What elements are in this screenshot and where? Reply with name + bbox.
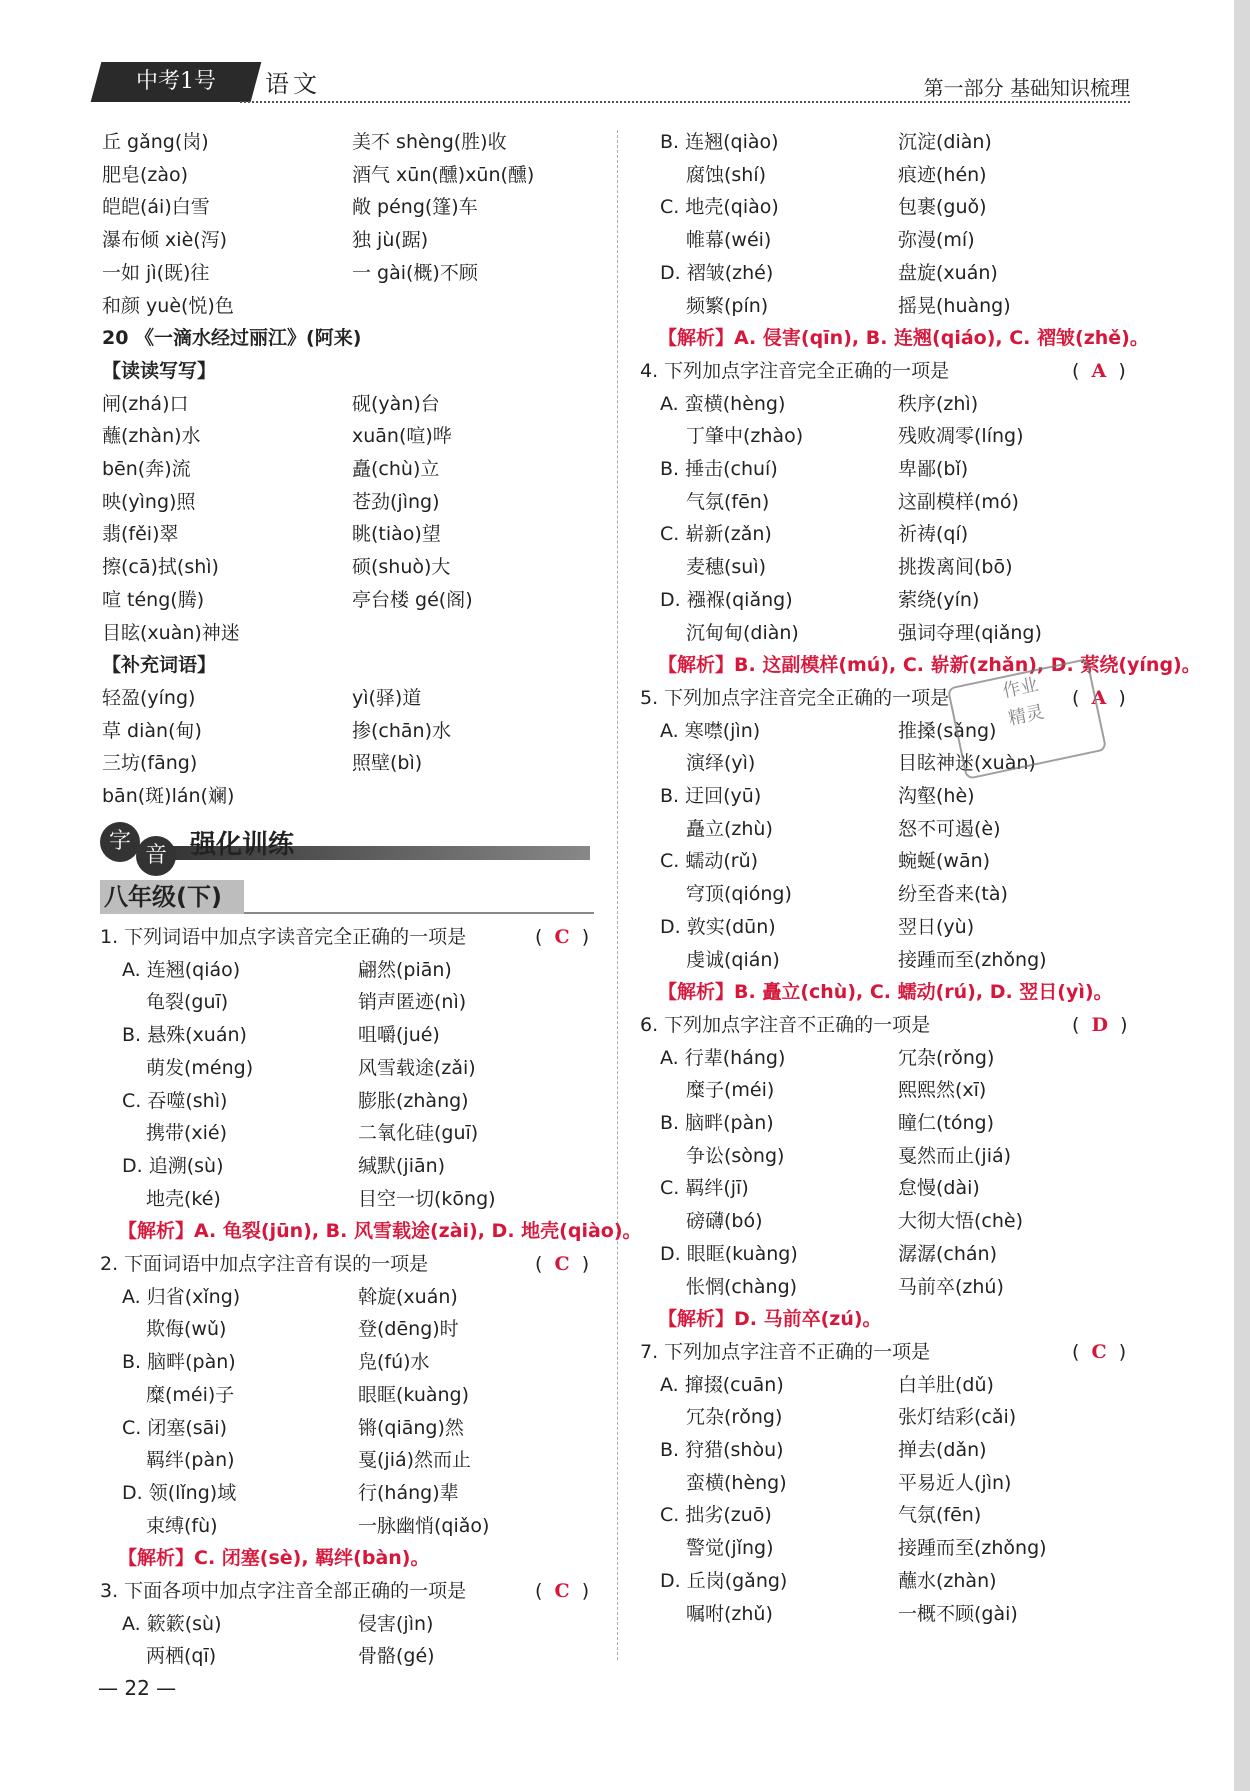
option-item: 熙熙然(xī) <box>898 1079 987 1102</box>
banner-title: 强化训练 <box>190 830 295 860</box>
option-item: B. 捶击(chuí) <box>660 458 778 480</box>
option-item: 瞳仁(tóng) <box>898 1112 995 1134</box>
question-stem: 7. 下列加点字注音不正确的一项是 <box>640 1340 931 1363</box>
answer-mark: ( C ) <box>535 1580 590 1602</box>
column-divider <box>617 130 618 1660</box>
vocab-item: 砚(yàn)台 <box>352 392 440 415</box>
stamp-line-2: 精灵 <box>1006 701 1047 730</box>
option-item: 接踵而至(zhǒng) <box>898 1537 1047 1560</box>
vocab-item: 苍劲(jìng) <box>352 490 440 513</box>
option-item: 登(dēng)时 <box>358 1318 459 1341</box>
option-item: A. 蛮横(hèng) <box>660 392 786 415</box>
page-edge <box>1234 0 1250 1791</box>
option-item: B. 悬殊(xuán) <box>122 1024 247 1047</box>
option-item: 蛮横(hèng) <box>686 1471 787 1494</box>
analysis-text: 【解析】B. 这副模样(mú), C. 崭新(zhǎn), D. 萦绕(yíng)。 <box>658 654 1201 677</box>
option-item: 缄默(jiān) <box>358 1154 446 1177</box>
option-item: 翌日(yù) <box>898 915 975 938</box>
option-item: 弥漫(mí) <box>898 229 975 252</box>
question-stem: 1. 下列词语中加点字读音完全正确的一项是 <box>100 926 467 948</box>
option-item: 冗杂(rǒng) <box>898 1046 995 1069</box>
option-item: 争讼(sòng) <box>686 1144 785 1167</box>
option-item: D. 敦实(dūn) <box>660 915 776 938</box>
option-item: D. 领(lǐng)域 <box>122 1481 237 1504</box>
option-item: 嘱咐(zhǔ) <box>686 1602 773 1625</box>
option-item: 怅惘(chàng) <box>686 1275 798 1298</box>
vocab-item: 一 gài(概)不顾 <box>352 261 478 284</box>
option-item: 张灯结彩(cǎi) <box>898 1406 1017 1429</box>
vocab-item: 硕(shuò)大 <box>352 556 451 579</box>
vocab-item: 翡(fěi)翠 <box>102 523 179 546</box>
vocab-item: 擦(cā)拭(shì) <box>102 556 219 579</box>
option-item: 翩然(piān) <box>358 958 452 981</box>
option-item: 推搡(sǎng) <box>898 719 997 742</box>
answer-mark: ( C ) <box>535 1253 590 1275</box>
option-item: 怒不可遏(è) <box>898 817 1001 840</box>
option-item: D. 襁褓(qiǎng) <box>660 588 793 611</box>
vocab-item: 美不 shèng(胜)收 <box>352 131 507 153</box>
option-item: 沉甸甸(diàn) <box>686 621 799 644</box>
option-item: 虔诚(qián) <box>686 948 780 971</box>
option-item: 糜子(méi) <box>686 1079 775 1102</box>
answer-mark: ( C ) <box>535 926 590 948</box>
option-item: D. 丘岗(gǎng) <box>660 1569 788 1592</box>
option-item: 警觉(jǐng) <box>686 1537 774 1560</box>
option-item: 痕迹(hén) <box>898 163 987 186</box>
option-item: A. 寒噤(jìn) <box>660 719 761 742</box>
option-item: 沉淀(diàn) <box>898 131 992 153</box>
option-item: 演绎(yì) <box>686 752 756 775</box>
banner-char-2: 音 <box>136 836 176 876</box>
option-item: 凫(fú)水 <box>358 1351 430 1374</box>
option-item: 地壳(ké) <box>146 1187 221 1210</box>
option-item: 目空一切(kōng) <box>358 1187 496 1210</box>
vocab-item: xuān(喧)哗 <box>352 425 452 448</box>
question-stem: 3. 下面各项中加点字注音全部正确的一项是 <box>100 1580 467 1602</box>
analysis-text: 【解析】A. 龟裂(jūn), B. 风雪载途(zài), D. 地壳(qiào)。 <box>118 1220 642 1243</box>
option-item: 锵(qiāng)然 <box>358 1416 464 1439</box>
vocab-item: 敞 péng(篷)车 <box>352 196 478 219</box>
vocab-item: bēn(奔)流 <box>102 458 191 480</box>
option-item: 矗立(zhù) <box>686 817 773 840</box>
option-item: B. 脑畔(pàn) <box>122 1351 236 1374</box>
vocab-item: 照壁(bì) <box>352 752 423 775</box>
option-item: 气氛(fēn) <box>898 1504 982 1527</box>
subsection-title: 【补充词语】 <box>102 654 217 677</box>
analysis-text: 【解析】C. 闭塞(sè), 羁绊(bàn)。 <box>118 1547 430 1570</box>
option-item: D. 追溯(sù) <box>122 1154 224 1177</box>
answer-mark: ( C ) <box>1072 1340 1127 1363</box>
question-stem: 4. 下列加点字注音完全正确的一项是 <box>640 359 950 382</box>
option-item: A. 撺掇(cuān) <box>660 1373 784 1396</box>
vocab-item: 丘 gǎng(岗) <box>102 131 209 153</box>
option-item: 气氛(fēn) <box>686 490 770 513</box>
option-item: B. 连翘(qiào) <box>660 131 779 153</box>
option-item: 腐蚀(shí) <box>686 163 767 186</box>
vocab-item: 蘸(zhàn)水 <box>102 425 201 448</box>
option-item: 平易近人(jìn) <box>898 1471 1012 1494</box>
option-item: B. 迂回(yū) <box>660 785 762 807</box>
option-item: 戛然而止(jiá) <box>898 1144 1012 1167</box>
option-item: C. 羁绊(jī) <box>660 1177 749 1200</box>
vocab-item: yì(驿)道 <box>352 686 422 709</box>
option-item: B. 狩猎(shòu) <box>660 1439 784 1461</box>
book-title: 中考1号 <box>136 69 216 94</box>
vocab-item: 目眩(xuàn)神迷 <box>102 621 240 644</box>
option-item: A. 归省(xǐng) <box>122 1285 241 1308</box>
option-item: 咀嚼(jué) <box>358 1024 440 1047</box>
option-item: D. 褶皱(zhé) <box>660 261 774 284</box>
option-item: 掸去(dǎn) <box>898 1439 987 1461</box>
option-item: 穹顶(qióng) <box>686 883 792 906</box>
option-item: C. 地壳(qiào) <box>660 196 779 219</box>
vocab-item: 草 diàn(甸) <box>102 719 202 742</box>
analysis-text: 【解析】D. 马前卒(zú)。 <box>658 1308 882 1331</box>
option-item: 骨骼(gé) <box>358 1645 435 1668</box>
question-stem: 6. 下列加点字注音不正确的一项是 <box>640 1013 931 1036</box>
section-banner <box>100 822 590 872</box>
question-stem: 2. 下面词语中加点字注音有误的一项是 <box>100 1253 429 1275</box>
option-item: 麦穗(suì) <box>686 556 767 579</box>
option-item: 白羊肚(dǔ) <box>898 1373 994 1396</box>
option-item: C. 拙劣(zuō) <box>660 1504 772 1527</box>
book-badge <box>91 62 262 102</box>
option-item: 膨胀(zhàng) <box>358 1089 469 1112</box>
grade-underline <box>244 912 594 914</box>
vocab-item: 独 jù(踞) <box>352 229 429 252</box>
vocab-item: 轻盈(yíng) <box>102 686 196 709</box>
option-item: 一脉幽悄(qiǎo) <box>358 1514 490 1537</box>
analysis-text: 【解析】A. 侵害(qīn), B. 连翘(qiáo), C. 褶皱(zhě)。 <box>658 327 1149 350</box>
vocab-item: 映(yìng)照 <box>102 490 196 513</box>
option-item: 欺侮(wǔ) <box>146 1318 227 1341</box>
page-number: — 22 — <box>98 1676 177 1700</box>
option-item: 纷至沓来(tà) <box>898 883 1008 906</box>
option-item: 摇晃(huàng) <box>898 294 1011 317</box>
option-item: A. 簌簌(sù) <box>122 1612 222 1635</box>
option-item: 目眩神迷(xuàn) <box>898 752 1036 775</box>
option-item: D. 眼眶(kuàng) <box>660 1242 798 1265</box>
option-item: 风雪载途(zǎi) <box>358 1056 476 1079</box>
option-item: A. 行辈(háng) <box>660 1046 786 1069</box>
subsection-title: 【读读写写】 <box>102 359 217 382</box>
option-item: 帷幕(wéi) <box>686 229 772 252</box>
vocab-item: 三坊(fāng) <box>102 752 198 775</box>
option-item: 龟裂(guī) <box>146 991 229 1014</box>
option-item: 潺潺(chán) <box>898 1242 997 1265</box>
option-item: 侵害(jìn) <box>358 1612 434 1635</box>
option-item: 挑拨离间(bō) <box>898 556 1013 579</box>
grade-label: 八年级(下) <box>100 880 244 914</box>
question-stem: 5. 下列加点字注音完全正确的一项是 <box>640 686 950 709</box>
option-item: 祈祷(qí) <box>898 523 969 546</box>
option-item: 销声匿迹(nì) <box>358 991 467 1014</box>
option-item: 怠慢(dài) <box>898 1177 980 1200</box>
lesson-title: 20 《一滴水经过丽江》(阿来) <box>102 327 362 350</box>
option-item: 秩序(zhì) <box>898 392 979 415</box>
option-item: 大彻大悟(chè) <box>898 1210 1024 1233</box>
option-item: 强词夺理(qiǎng) <box>898 621 1042 644</box>
option-item: 眼眶(kuàng) <box>358 1383 470 1406</box>
option-item: 接踵而至(zhǒng) <box>898 948 1047 971</box>
answer-mark: ( D ) <box>1072 1013 1128 1036</box>
option-item: C. 吞噬(shì) <box>122 1089 228 1112</box>
option-item: 沟壑(hè) <box>898 785 975 807</box>
option-item: C. 崭新(zǎn) <box>660 523 772 546</box>
option-item: B. 脑畔(pàn) <box>660 1112 774 1134</box>
header-divider <box>240 101 1130 103</box>
analysis-text: 【解析】B. 矗立(chù), C. 蠕动(rú), D. 翌日(yì)。 <box>658 981 1113 1004</box>
vocab-item: 亭台楼 gé(阁) <box>352 588 473 611</box>
section-title: 第一部分 基础知识梳理 <box>923 76 1130 100</box>
option-item: 二氧化硅(guī) <box>358 1122 479 1145</box>
option-item: 萦绕(yín) <box>898 588 980 611</box>
option-item: 羁绊(pàn) <box>146 1449 235 1472</box>
option-item: A. 连翘(qiáo) <box>122 958 241 981</box>
option-item: 束缚(fù) <box>146 1514 218 1537</box>
option-item: 马前卒(zhú) <box>898 1275 1004 1298</box>
option-item: 磅礴(bó) <box>686 1210 763 1233</box>
option-item: 糜(méi)子 <box>146 1383 235 1406</box>
vocab-item: 一如 jì(既)往 <box>102 261 210 284</box>
option-item: 蘸水(zhàn) <box>898 1569 997 1592</box>
option-item: C. 蠕动(rǔ) <box>660 850 759 873</box>
vocab-item: 瀑布倾 xiè(泻) <box>102 229 228 252</box>
option-item: 一概不顾(gài) <box>898 1602 1018 1625</box>
option-item: 冗杂(rǒng) <box>686 1406 783 1429</box>
option-item: 丁肇中(zhào) <box>686 425 804 448</box>
vocab-item: 皑皑(ái)白雪 <box>102 196 210 219</box>
vocab-item: 闸(zhá)口 <box>102 392 189 415</box>
option-item: 盘旋(xuán) <box>898 261 998 284</box>
option-item: 蜿蜒(wān) <box>898 850 991 873</box>
option-item: 萌发(méng) <box>146 1056 254 1079</box>
option-item: 行(háng)辈 <box>358 1481 459 1504</box>
option-item: 卑鄙(bǐ) <box>898 458 969 480</box>
option-item: 包裹(guǒ) <box>898 196 987 219</box>
vocab-item: 眺(tiào)望 <box>352 523 441 546</box>
answer-mark: ( A ) <box>1072 359 1126 382</box>
vocab-item: 酒气 xūn(醺)xūn(醺) <box>352 163 535 186</box>
vocab-item: 喧 téng(腾) <box>102 588 205 611</box>
option-item: C. 闭塞(sāi) <box>122 1416 227 1439</box>
vocab-item: 肥皂(zào) <box>102 163 189 186</box>
vocab-item: bān(斑)lán(斓) <box>102 785 235 807</box>
option-item: 残败凋零(líng) <box>898 425 1024 448</box>
vocab-item: 矗(chù)立 <box>352 458 440 480</box>
answer-mark: ( A ) <box>1072 686 1126 709</box>
option-item: 斡旋(xuán) <box>358 1285 458 1308</box>
option-item: 两栖(qī) <box>146 1645 217 1668</box>
stamp-line-1: 作业 <box>1000 674 1041 703</box>
banner-char-1: 字 <box>100 822 140 862</box>
option-item: 频繁(pín) <box>686 294 769 317</box>
option-item: 携带(xié) <box>146 1122 228 1145</box>
option-item: 戛(jiá)然而止 <box>358 1449 472 1472</box>
vocab-item: 和颜 yuè(悦)色 <box>102 294 234 317</box>
vocab-item: 掺(chān)水 <box>352 719 451 742</box>
option-item: 这副模样(mó) <box>898 490 1019 513</box>
subject-label: 语文 <box>265 70 321 98</box>
